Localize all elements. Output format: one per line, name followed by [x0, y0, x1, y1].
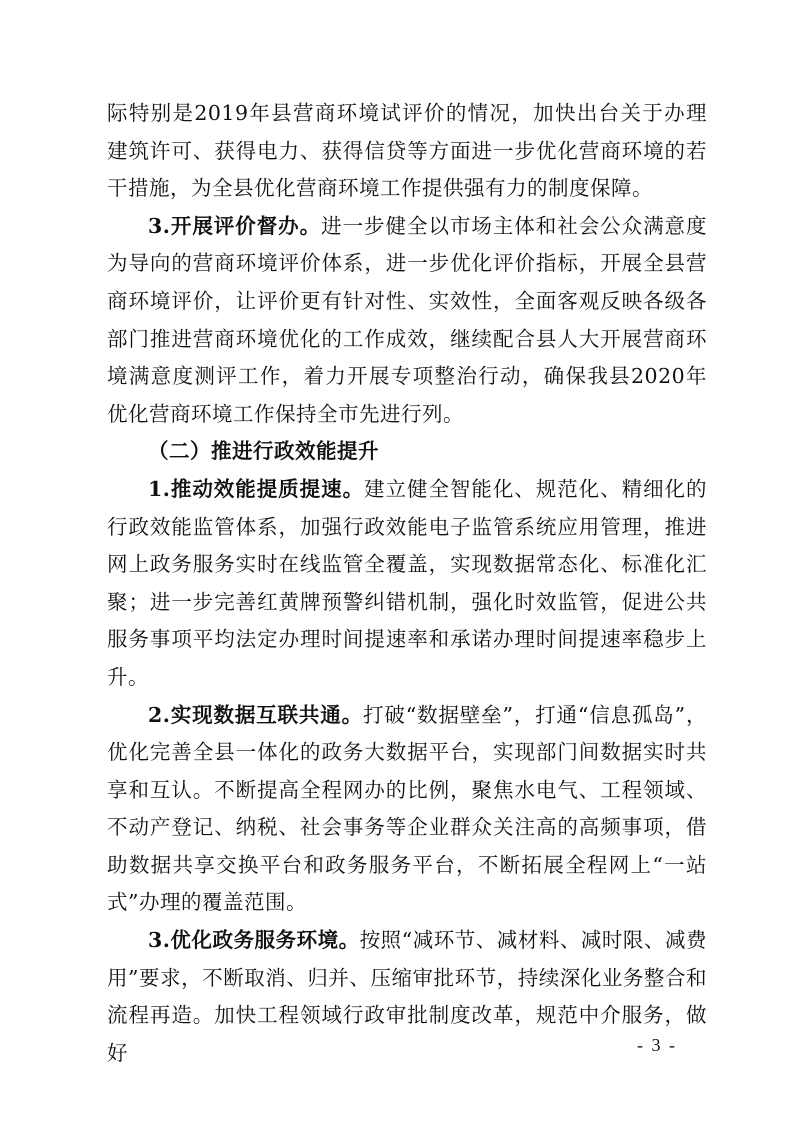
paragraph-text: 打破“数据壁垒”，打通“信息孤岛”，优化完善全县一体化的政务大数据平台，实现部门间数据实时共享和互认。不断提高全程网办的比例，聚焦水电气、工程领域、不动产登记、纳税、社会事务等企业群众关注高的高频事项，借助数据共享交换平台和政务服务平台，不断拓展全程网上“一站式”办理的覆盖范围。 [107, 702, 707, 915]
paragraph-text: 进一步健全以市场主体和社会公众满意度为导向的营商环境评价体系，进一步优化评价指标，开展全县营商环境评价，让评价更有针对性、实效性，全面客观反映各级各部门推进营商环境优化的工作成效，继续配合县人大开展营商环境满意度测评工作，着力开展专项整治行动，确保我县2020年优化营商环境工作保持全市先进行列。 [107, 213, 708, 426]
section-heading: （二）推进行政效能提升 [148, 439, 379, 464]
paragraph-lead: 3.开展评价督办。 [148, 213, 322, 238]
paragraph-lead: 2.实现数据互联共通。 [148, 702, 363, 727]
paragraph-evaluation-supervision [107, 208, 707, 434]
paragraph-text: 际特别是2019年县营商环境试评价的情况，加快出台关于办理建筑许可、获得电力、获得信贷等方面进一步优化营商环境的若干措施，为全县优化营商环境工作提供强有力的制度保障。 [107, 101, 707, 201]
page-number: - 3 - [637, 1035, 677, 1055]
continued-paragraph [107, 95, 707, 208]
paragraph-efficiency [107, 471, 707, 697]
paragraph-text: 建立健全智能化、规范化、精细化的行政效能监管体系，加强行政效能电子监管系统应用管理，推进网上政务服务实时在线监管全覆盖，实现数据常态化、标准化汇聚；进一步完善红黄牌预警纠错机制，强化时效监管，促进公共服务事项平均法定办理时间提速率和承诺办理时间提速率稳步上升。 [107, 476, 708, 689]
paragraph-service-environment [107, 922, 707, 1072]
paragraph-lead: 1.推动效能提质提速。 [148, 476, 365, 501]
document-body [107, 95, 707, 1072]
paragraph-lead: 3.优化政务服务环境。 [148, 928, 360, 953]
paragraph-data-sharing [107, 697, 707, 923]
paragraph-text: 按照“减环节、减材料、减时限、减费用”要求，不断取消、归并、压缩审批环节，持续深化业务整合和流程再造。加快工程领域行政审批制度改革，规范中介服务，做好 [107, 928, 707, 1065]
